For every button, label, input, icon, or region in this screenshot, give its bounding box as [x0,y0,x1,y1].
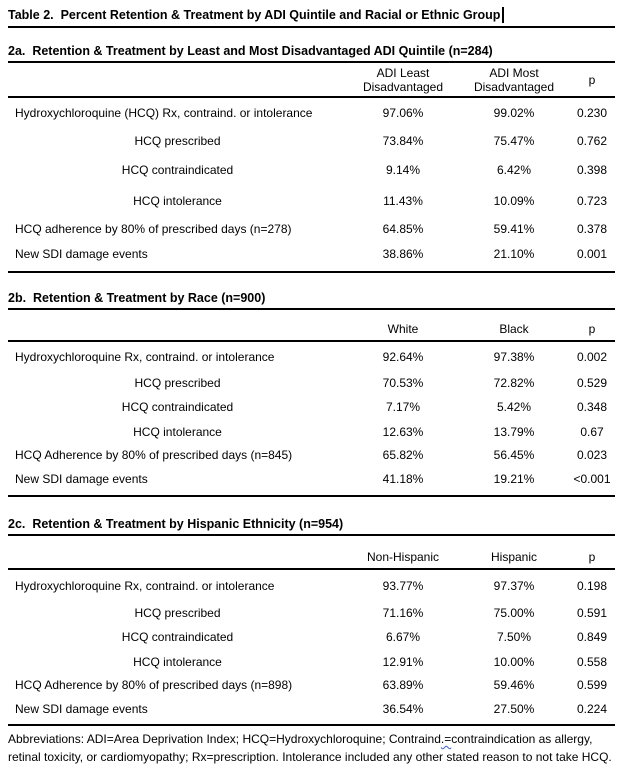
section-2b-column-header-row [8,310,615,342]
text-cursor [502,7,504,23]
row-label: HCQ adherence by 80% of prescribed days (n=278) [15,222,292,236]
row-label: HCQ intolerance [133,424,222,439]
value-group2: 97.38% [493,350,535,364]
value-group1: 12.91% [382,654,424,669]
value-group2: 75.00% [493,606,535,620]
row-label: Hydroxychloroquine (HCQ) Rx, contraind. or intolerance [15,105,313,120]
p-value: 0.198 [576,579,608,593]
p-value: 0.762 [576,133,608,148]
value-group1: 63.89% [382,678,424,692]
grammar-squiggle-text: .= [440,732,452,746]
value-group2: 10.09% [493,194,535,208]
p-value: 0.398 [576,163,608,177]
column-header-group2 [459,66,569,94]
table-row [8,216,615,242]
table-row [8,467,615,491]
value-group1: 41.18% [382,472,424,486]
value-group1: 12.63% [382,424,424,439]
p-value: 0.599 [576,678,608,692]
p-value: 0.002 [576,350,608,364]
value-group2: 99.02% [493,105,535,120]
value-group2: 7.50% [496,629,532,644]
table-row [8,127,615,154]
value-group2: 21.10% [493,247,535,261]
table-row [8,674,615,696]
table-row [8,98,615,127]
table-row [8,394,615,420]
abbreviations-footnote [8,730,612,766]
value-group1: 6.67% [385,629,421,644]
row-label: HCQ intolerance [133,654,222,669]
table-row [8,242,615,266]
row-label: Hydroxychloroquine Rx, contraind. or intolerance [15,350,275,364]
p-value: 0.558 [576,654,608,669]
value-group1: 36.54% [382,702,424,716]
table-row [8,696,615,722]
value-group1: 38.86% [382,247,424,261]
table-row [8,186,615,216]
column-header-p: p [588,322,596,336]
table-row [8,342,615,372]
value-group2: 59.41% [493,222,535,236]
row-label: HCQ intolerance [133,194,222,208]
value-group2: 56.45% [493,448,535,462]
table-title-block [8,6,615,28]
table-row [8,372,615,394]
row-label: New SDI damage events [15,702,148,716]
value-group1: 70.53% [382,376,424,390]
value-group2: 59.46% [493,678,535,692]
table-row [8,154,615,186]
p-value: 0.723 [576,194,608,208]
p-value: 0.023 [576,448,608,462]
table-row [8,602,615,624]
value-group2: 19.21% [493,472,535,486]
value-group1: 65.82% [382,448,424,462]
row-label: Hydroxychloroquine Rx, contraind. or intolerance [15,579,275,593]
column-header-group1 [347,66,459,94]
column-header-group1: Non-Hispanic [366,550,440,564]
value-group2: 97.37% [493,579,535,593]
value-group2: 13.79% [493,424,535,439]
row-label: HCQ prescribed [134,133,221,148]
section-2b [8,291,615,497]
table-row [8,443,615,467]
row-label: HCQ Adherence by 80% of prescribed days (n=898) [15,678,293,692]
table-row [8,420,615,443]
p-value: 0.849 [576,629,608,644]
section-2c [8,517,615,726]
row-label: HCQ contraindicated [121,163,234,177]
value-group1: 71.16% [382,606,424,620]
row-label: HCQ Adherence by 80% of prescribed days (n=845) [15,448,293,462]
row-label: HCQ contraindicated [121,400,234,414]
column-header-p: p [588,72,596,87]
footnote-text-after-flag: contraindication as allergy, retinal toxicity, or cardiomyopathy; Rx=prescription. Intolerance included any other stated reason to not take HCQ. [8,732,612,764]
value-group1: 73.84% [382,133,424,148]
p-value: 0.67 [580,424,604,439]
value-group2: 5.42% [496,400,532,414]
table-row [8,570,615,602]
row-label: HCQ prescribed [134,606,221,620]
section-2b-heading: 2b. Retention & Treatment by Race (n=900) [8,291,615,310]
p-value: 0.378 [576,222,608,236]
value-group2: 72.82% [493,376,535,390]
footnote-text-before-flag: Abbreviations: ADI=Area Deprivation Index; HCQ=Hydroxychloroquine; Contraind [8,732,441,746]
column-header-group2: Hispanic [490,550,538,564]
value-group1: 93.77% [382,579,424,593]
value-group1: 64.85% [382,222,424,236]
row-label: New SDI damage events [15,247,148,261]
p-value: 0.230 [576,105,608,120]
value-group2: 75.47% [493,133,535,148]
p-value: 0.591 [576,606,608,620]
row-label: HCQ contraindicated [121,629,234,644]
value-group2: 10.00% [493,654,535,669]
column-header-group1-label: ADI Least Disadvantaged [362,65,444,94]
table-title: Table 2. Percent Retention & Treatment by ADI Quintile and Racial or Ethnic Group [8,8,501,22]
section-2a-heading: 2a. Retention & Treatment by Least and Most Disadvantaged ADI Quintile (n=284) [8,44,615,63]
value-group2: 27.50% [493,702,535,716]
column-header-p: p [588,550,596,564]
value-group1: 7.17% [385,400,421,414]
table-row [8,624,615,649]
empty-header-cell [8,336,347,340]
p-value: <0.001 [573,472,611,486]
row-label: HCQ prescribed [134,376,221,390]
empty-header-cell [8,564,347,568]
value-group1: 9.14% [385,163,421,177]
section-2a-column-header-row [8,63,615,98]
row-label: New SDI damage events [15,472,148,486]
value-group1: 97.06% [382,105,424,120]
value-group1: 92.64% [382,350,424,364]
p-value: 0.001 [576,247,608,261]
value-group2: 6.42% [496,163,532,177]
column-header-group2: Black [499,322,529,336]
section-2c-heading: 2c. Retention & Treatment by Hispanic Ethnicity (n=954) [8,517,615,536]
table-row [8,649,615,674]
p-value: 0.348 [576,400,608,414]
section-2c-column-header-row [8,536,615,570]
p-value: 0.529 [576,376,608,390]
section-2a [8,44,615,273]
column-header-group2-label: ADI Most Disadvantaged [473,65,555,94]
p-value: 0.224 [576,702,608,716]
column-header-group1: White [387,322,419,336]
value-group1: 11.43% [383,194,423,208]
